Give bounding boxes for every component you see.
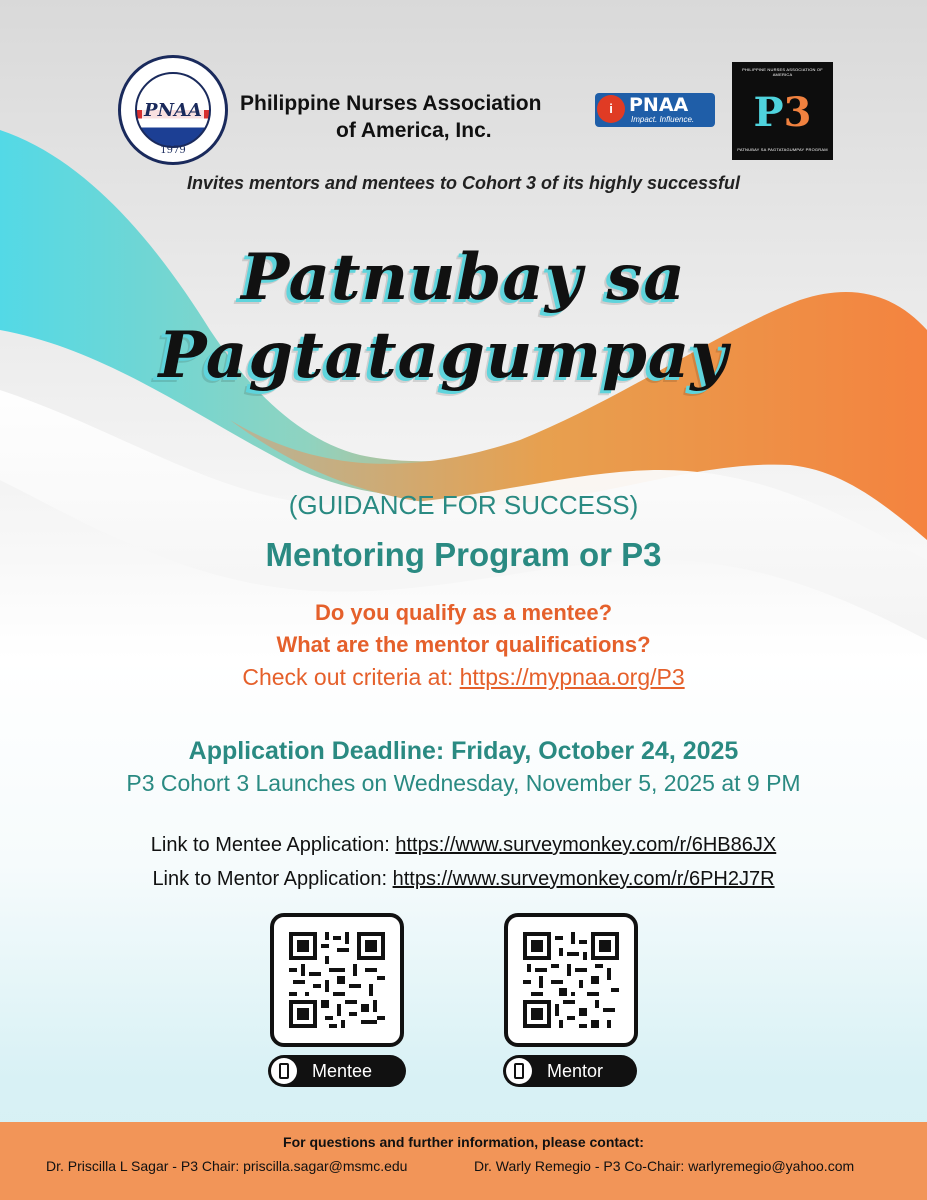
mentee-application-link[interactable]: https://www.surveymonkey.com/r/6HB86JX	[395, 834, 777, 856]
criteria-line: Check out criteria at: https://mypnaa.org/P3	[242, 664, 685, 690]
program-name: Mentoring Program or P3	[265, 536, 662, 573]
qr-code-icon	[289, 932, 385, 1028]
chair-contact: Dr. Priscilla L Sagar - P3 Chair: priscilla.sagar@msmc.edu	[46, 1158, 408, 1174]
mentee-qr-code[interactable]	[270, 913, 404, 1047]
invitation-text: Invites mentors and mentees to Cohort 3 of its highly successful	[186, 173, 741, 193]
qr-code-icon	[523, 932, 619, 1028]
guidance-subtitle: (GUIDANCE FOR SUCCESS)	[288, 490, 639, 520]
org-name-line2: of America, Inc.	[336, 119, 492, 142]
title-line2: Pagtatagumpay	[158, 318, 729, 393]
mentor-application-line: Link to Mentor Application: https://www.surveymonkey.com/r/6PH2J7R	[152, 868, 775, 890]
mentee-qr-label: Mentee	[268, 1055, 406, 1087]
phone-icon	[506, 1058, 532, 1084]
phone-icon	[271, 1058, 297, 1084]
org-name-line1: Philippine Nurses Association	[240, 92, 542, 115]
footer-title: For questions and further information, please contact:	[283, 1134, 644, 1150]
pnaa-seal-icon: PNAA 1979	[118, 55, 228, 165]
mentor-application-link[interactable]: https://www.surveymonkey.com/r/6PH2J7R	[392, 868, 775, 890]
mentor-qr-label: Mentor	[503, 1055, 637, 1087]
mentor-question: What are the mentor qualifications?	[276, 632, 651, 657]
mentee-question: Do you qualify as a mentee?	[314, 600, 613, 625]
application-deadline: Application Deadline: Friday, October 24, 2025	[188, 737, 739, 765]
pnaa-impact-logo: i PNAA Impact. Influence.	[595, 93, 715, 127]
contact-footer	[0, 1122, 927, 1200]
co-chair-contact: Dr. Warly Remegio - P3 Co-Chair: warlyremegio@yahoo.com	[474, 1158, 855, 1174]
criteria-link[interactable]: https://mypnaa.org/P3	[459, 664, 685, 690]
mentee-application-line: Link to Mentee Application: https://www.surveymonkey.com/r/6HB86JX	[150, 834, 777, 856]
mentor-qr-code[interactable]	[504, 913, 638, 1047]
organization-name	[240, 90, 582, 144]
p3-program-logo: PHILIPPINE NURSES ASSOCIATION OF AMERICA P3 PATNUBAY SA PAGTATAGUMPAY PROGRAM	[732, 62, 833, 160]
impact-icon: i	[597, 95, 625, 123]
title-line1: Patnubay sa	[241, 240, 686, 315]
launch-date: P3 Cohort 3 Launches on Wednesday, November 5, 2025 at 9 PM	[126, 770, 801, 796]
